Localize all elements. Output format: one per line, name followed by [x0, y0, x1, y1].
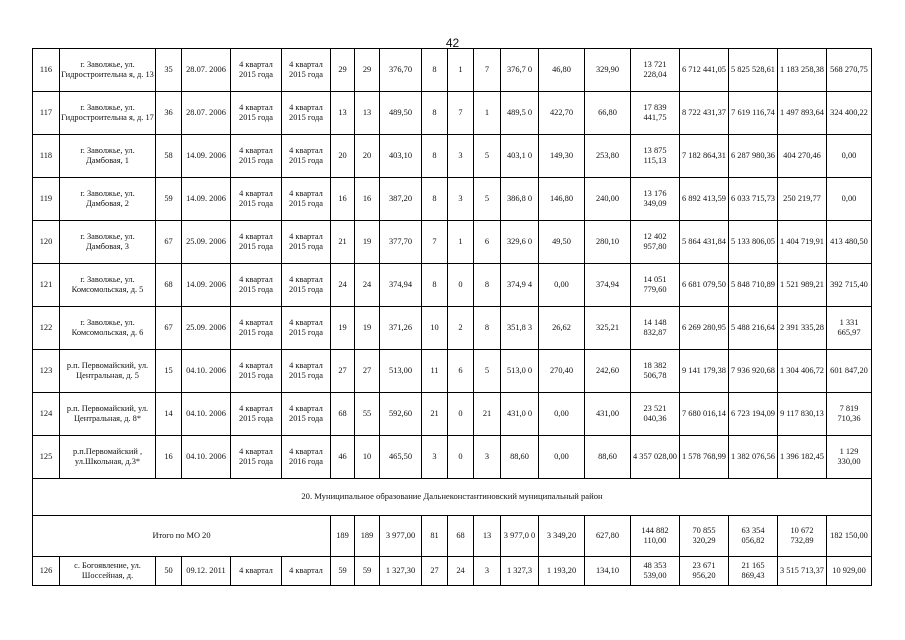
date-cell: 04.10. 2006 — [182, 393, 231, 436]
flats-municipal-cell: 5 — [474, 178, 501, 221]
area-municipal-cell: 280,10 — [585, 221, 631, 264]
flats-municipal-cell: 3 — [474, 557, 501, 586]
flats-total-cell: 8 — [422, 264, 448, 307]
people-total-cell: 46 — [331, 436, 355, 479]
address-cell: р.п. Первомайский, ул. Центральная, д. 5 — [60, 350, 156, 393]
area-cell: 387,20 — [380, 178, 422, 221]
flats-private-cell: 0 — [448, 264, 474, 307]
flats-private-cell: 1 — [448, 221, 474, 264]
flats-total-cell: 8 — [422, 92, 448, 135]
area-municipal-cell: 240,00 — [585, 178, 631, 221]
cost-region-cell: 5 848 710,89 — [729, 264, 778, 307]
table-row — [33, 436, 872, 479]
area-private-cell: 49,50 — [539, 221, 585, 264]
deadline-quarter-cell: 4 квартал 2015 года — [282, 350, 331, 393]
row-number: 118 — [33, 135, 60, 178]
flats-private-cell: 3 — [448, 178, 474, 221]
row-number: 125 — [33, 436, 60, 479]
date-cell: 09.12. 2011 — [182, 557, 231, 586]
code-cell: 16 — [156, 436, 182, 479]
table-row — [33, 178, 872, 221]
cost-extra-cell: 324 400,22 — [827, 92, 872, 135]
cost-total-cell: 4 357 028,00 — [631, 436, 680, 479]
area-municipal-cell: 431,00 — [585, 393, 631, 436]
area-municipal-cell: 242,60 — [585, 350, 631, 393]
deadline-quarter-cell: 4 квартал 2015 года — [282, 92, 331, 135]
row-number: 120 — [33, 221, 60, 264]
cost-region-cell: 6 723 194,09 — [729, 393, 778, 436]
table-row — [33, 307, 872, 350]
section-title: 20. Муниципальное образование Дальнеконстантиновский муниципальный район — [33, 479, 872, 516]
cost-extra-cell: 1 331 665,97 — [827, 307, 872, 350]
total-c2-cell: 189 — [331, 516, 355, 557]
cost-fund-cell: 6 269 280,95 — [680, 307, 729, 350]
flats-private-cell: 6 — [448, 350, 474, 393]
deadline-quarter-cell: 4 квартал — [282, 557, 331, 586]
cost-fund-cell: 7 182 864,31 — [680, 135, 729, 178]
cost-fund-cell: 23 671 956,20 — [680, 557, 729, 586]
date-cell: 25.09. 2006 — [182, 307, 231, 350]
area-cell: 489,50 — [380, 92, 422, 135]
total-a2-cell: 3 349,20 — [539, 516, 585, 557]
date-cell: 28.07. 2006 — [182, 49, 231, 92]
total-area-cell: 3 977,00 — [380, 516, 422, 557]
date-cell: 14.09. 2006 — [182, 178, 231, 221]
address-cell: г. Заволжье, ул. Комсомольская, д. 5 — [60, 264, 156, 307]
people-resettled-cell: 19 — [355, 221, 380, 264]
area-private-cell: 270,40 — [539, 350, 585, 393]
area-municipal-cell: 88,60 — [585, 436, 631, 479]
flats-municipal-cell: 5 — [474, 135, 501, 178]
flats-private-cell: 1 — [448, 49, 474, 92]
area-cell: 465,50 — [380, 436, 422, 479]
cost-extra-cell: 1 129 330,00 — [827, 436, 872, 479]
deadline-quarter-cell: 4 квартал 2015 года — [282, 178, 331, 221]
planned-quarter-cell: 4 квартал 2015 года — [231, 92, 282, 135]
address-cell: г. Заволжье, ул. Гидростроительна я, д. 17 — [60, 92, 156, 135]
address-cell: р.п. Первомайский, ул. Центральная, д. 8* — [60, 393, 156, 436]
area-private-cell: 0,00 — [539, 393, 585, 436]
people-resettled-cell: 27 — [355, 350, 380, 393]
section-header-row — [33, 479, 872, 516]
area-municipal-cell: 134,10 — [585, 557, 631, 586]
address-cell: г. Заволжье, ул. Дамбовая, 3 — [60, 221, 156, 264]
area-total-cell: 376,7 0 — [501, 49, 539, 92]
area-private-cell: 0,00 — [539, 436, 585, 479]
cost-region-cell: 7 936 920,68 — [729, 350, 778, 393]
cost-local-cell: 1 497 893,64 — [778, 92, 827, 135]
area-total-cell: 88,60 — [501, 436, 539, 479]
total-n2-cell: 68 — [448, 516, 474, 557]
people-total-cell: 21 — [331, 221, 355, 264]
cost-total-cell: 14 148 832,87 — [631, 307, 680, 350]
cost-region-cell: 1 382 076,56 — [729, 436, 778, 479]
area-cell: 376,70 — [380, 49, 422, 92]
row-number: 123 — [33, 350, 60, 393]
cost-local-cell: 9 117 830,13 — [778, 393, 827, 436]
cost-fund-cell: 6 712 441,05 — [680, 49, 729, 92]
date-cell: 28.07. 2006 — [182, 92, 231, 135]
people-resettled-cell: 20 — [355, 135, 380, 178]
area-private-cell: 149,30 — [539, 135, 585, 178]
cost-extra-cell: 392 715,40 — [827, 264, 872, 307]
area-total-cell: 374,9 4 — [501, 264, 539, 307]
cost-local-cell: 1 521 989,21 — [778, 264, 827, 307]
code-cell: 67 — [156, 221, 182, 264]
area-private-cell: 422,70 — [539, 92, 585, 135]
area-total-cell: 489,5 0 — [501, 92, 539, 135]
cost-region-cell: 5 133 806,05 — [729, 221, 778, 264]
flats-total-cell: 27 — [422, 557, 448, 586]
flats-total-cell: 8 — [422, 135, 448, 178]
cost-extra-cell: 0,00 — [827, 178, 872, 221]
deadline-quarter-cell: 4 квартал 2015 года — [282, 135, 331, 178]
area-cell: 592,60 — [380, 393, 422, 436]
flats-private-cell: 0 — [448, 393, 474, 436]
cost-total-cell: 23 521 040,36 — [631, 393, 680, 436]
total-n3-cell: 13 — [474, 516, 501, 557]
cost-fund-cell: 7 680 016,14 — [680, 393, 729, 436]
deadline-quarter-cell: 4 квартал 2015 года — [282, 307, 331, 350]
cost-local-cell: 1 183 258,38 — [778, 49, 827, 92]
flats-municipal-cell: 5 — [474, 350, 501, 393]
date-cell: 25.09. 2006 — [182, 221, 231, 264]
table-row — [33, 49, 872, 92]
flats-private-cell: 0 — [448, 436, 474, 479]
cost-region-cell: 5 825 528,61 — [729, 49, 778, 92]
people-resettled-cell: 24 — [355, 264, 380, 307]
code-cell: 59 — [156, 178, 182, 221]
flats-total-cell: 8 — [422, 178, 448, 221]
cost-extra-cell: 413 480,50 — [827, 221, 872, 264]
cost-fund-cell: 6 681 079,50 — [680, 264, 729, 307]
area-total-cell: 329,6 0 — [501, 221, 539, 264]
people-total-cell: 68 — [331, 393, 355, 436]
code-cell: 36 — [156, 92, 182, 135]
area-private-cell: 46,80 — [539, 49, 585, 92]
date-cell: 04.10. 2006 — [182, 350, 231, 393]
planned-quarter-cell: 4 квартал 2015 года — [231, 436, 282, 479]
area-municipal-cell: 66,80 — [585, 92, 631, 135]
address-cell: г. Заволжье, ул. Комсомольская, д. 6 — [60, 307, 156, 350]
flats-private-cell: 24 — [448, 557, 474, 586]
cost-total-cell: 13 875 115,13 — [631, 135, 680, 178]
code-cell: 50 — [156, 557, 182, 586]
people-total-cell: 29 — [331, 49, 355, 92]
cost-extra-cell: 568 270,75 — [827, 49, 872, 92]
cost-region-cell: 7 619 116,74 — [729, 92, 778, 135]
area-private-cell: 26,62 — [539, 307, 585, 350]
row-number: 116 — [33, 49, 60, 92]
row-number: 117 — [33, 92, 60, 135]
code-cell: 58 — [156, 135, 182, 178]
cost-total-cell: 13 176 349,09 — [631, 178, 680, 221]
cost-total-cell: 13 721 228,04 — [631, 49, 680, 92]
date-cell: 04.10. 2006 — [182, 436, 231, 479]
deadline-quarter-cell: 4 квартал 2015 года — [282, 393, 331, 436]
area-municipal-cell: 325,21 — [585, 307, 631, 350]
cost-local-cell: 250 219,77 — [778, 178, 827, 221]
cost-total-cell: 48 353 539,00 — [631, 557, 680, 586]
cost-region-cell: 21 165 869,43 — [729, 557, 778, 586]
total-a3-cell: 627,80 — [585, 516, 631, 557]
area-municipal-cell: 253,80 — [585, 135, 631, 178]
address-cell: г. Заволжье, ул. Гидростроительна я, д. 13 — [60, 49, 156, 92]
cost-fund-cell: 9 141 179,38 — [680, 350, 729, 393]
planned-quarter-cell: 4 квартал — [231, 557, 282, 586]
people-total-cell: 20 — [331, 135, 355, 178]
deadline-quarter-cell: 4 квартал 2015 года — [282, 264, 331, 307]
people-total-cell: 19 — [331, 307, 355, 350]
people-total-cell: 16 — [331, 178, 355, 221]
table-row — [33, 135, 872, 178]
code-cell: 35 — [156, 49, 182, 92]
area-cell: 377,70 — [380, 221, 422, 264]
address-cell: г. Заволжье, ул. Дамбовая, 1 — [60, 135, 156, 178]
planned-quarter-cell: 4 квартал 2015 года — [231, 49, 282, 92]
area-cell: 371,26 — [380, 307, 422, 350]
address-cell: р.п.Первомайский , ул.Школьная, д.3* — [60, 436, 156, 479]
cost-local-cell: 404 270,46 — [778, 135, 827, 178]
cost-fund-cell: 5 864 431,84 — [680, 221, 729, 264]
cost-extra-cell: 601 847,20 — [827, 350, 872, 393]
total-c3-cell: 189 — [355, 516, 380, 557]
cost-region-cell: 6 033 715,73 — [729, 178, 778, 221]
total-row — [33, 516, 872, 557]
flats-private-cell: 7 — [448, 92, 474, 135]
area-cell: 374,94 — [380, 264, 422, 307]
area-private-cell: 0,00 — [539, 264, 585, 307]
row-number: 122 — [33, 307, 60, 350]
deadline-quarter-cell: 4 квартал 2015 года — [282, 221, 331, 264]
table-row — [33, 350, 872, 393]
row-number: 126 — [33, 557, 60, 586]
housing-table — [32, 48, 872, 586]
cost-region-cell: 5 488 216,64 — [729, 307, 778, 350]
planned-quarter-cell: 4 квартал 2015 года — [231, 393, 282, 436]
address-cell: г. Заволжье, ул. Дамбовая, 2 — [60, 178, 156, 221]
flats-total-cell: 7 — [422, 221, 448, 264]
total-m3-cell: 63 354 056,82 — [729, 516, 778, 557]
total-m1-cell: 144 882 110,00 — [631, 516, 680, 557]
cost-total-cell: 17 839 441,75 — [631, 92, 680, 135]
cost-local-cell: 1 396 182,45 — [778, 436, 827, 479]
flats-private-cell: 2 — [448, 307, 474, 350]
people-resettled-cell: 55 — [355, 393, 380, 436]
code-cell: 14 — [156, 393, 182, 436]
flats-total-cell: 8 — [422, 49, 448, 92]
cost-fund-cell: 1 578 768,99 — [680, 436, 729, 479]
table-row — [33, 264, 872, 307]
people-total-cell: 24 — [331, 264, 355, 307]
deadline-quarter-cell: 4 квартал 2016 года — [282, 436, 331, 479]
flats-municipal-cell: 1 — [474, 92, 501, 135]
flats-private-cell: 3 — [448, 135, 474, 178]
planned-quarter-cell: 4 квартал 2015 года — [231, 135, 282, 178]
planned-quarter-cell: 4 квартал 2015 года — [231, 178, 282, 221]
table-row — [33, 393, 872, 436]
planned-quarter-cell: 4 квартал 2015 года — [231, 264, 282, 307]
table-row — [33, 221, 872, 264]
flats-total-cell: 3 — [422, 436, 448, 479]
area-total-cell: 351,8 3 — [501, 307, 539, 350]
area-cell: 513,00 — [380, 350, 422, 393]
code-cell: 15 — [156, 350, 182, 393]
flats-municipal-cell: 7 — [474, 49, 501, 92]
people-resettled-cell: 10 — [355, 436, 380, 479]
area-total-cell: 513,0 0 — [501, 350, 539, 393]
total-n1-cell: 81 — [422, 516, 448, 557]
flats-total-cell: 21 — [422, 393, 448, 436]
total-label: Итого по МО 20 — [33, 516, 331, 557]
cost-local-cell: 2 391 335,28 — [778, 307, 827, 350]
cost-total-cell: 18 382 506,78 — [631, 350, 680, 393]
area-total-cell: 431,0 0 — [501, 393, 539, 436]
row-number: 124 — [33, 393, 60, 436]
area-municipal-cell: 374,94 — [585, 264, 631, 307]
people-resettled-cell: 19 — [355, 307, 380, 350]
area-total-cell: 403,1 0 — [501, 135, 539, 178]
cost-total-cell: 12 402 957,80 — [631, 221, 680, 264]
people-resettled-cell: 29 — [355, 49, 380, 92]
cost-extra-cell: 0,00 — [827, 135, 872, 178]
total-a1-cell: 3 977,0 0 — [501, 516, 539, 557]
planned-quarter-cell: 4 квартал 2015 года — [231, 307, 282, 350]
area-total-cell: 1 327,3 — [501, 557, 539, 586]
area-cell: 403,10 — [380, 135, 422, 178]
area-municipal-cell: 329,90 — [585, 49, 631, 92]
code-cell: 67 — [156, 307, 182, 350]
cost-extra-cell: 10 929,00 — [827, 557, 872, 586]
cost-extra-cell: 7 819 710,36 — [827, 393, 872, 436]
people-total-cell: 13 — [331, 92, 355, 135]
table-row — [33, 92, 872, 135]
people-total-cell: 59 — [331, 557, 355, 586]
flats-municipal-cell: 8 — [474, 307, 501, 350]
page-number: 42 — [445, 36, 460, 50]
area-total-cell: 386,8 0 — [501, 178, 539, 221]
flats-total-cell: 10 — [422, 307, 448, 350]
cost-local-cell: 3 515 713,37 — [778, 557, 827, 586]
people-resettled-cell: 59 — [355, 557, 380, 586]
date-cell: 14.09. 2006 — [182, 264, 231, 307]
deadline-quarter-cell: 4 квартал 2015 года — [282, 49, 331, 92]
cost-fund-cell: 6 892 413,59 — [680, 178, 729, 221]
area-private-cell: 146,80 — [539, 178, 585, 221]
flats-municipal-cell: 3 — [474, 436, 501, 479]
flats-municipal-cell: 6 — [474, 221, 501, 264]
table-row — [33, 557, 872, 586]
flats-municipal-cell: 21 — [474, 393, 501, 436]
cost-local-cell: 1 304 406,72 — [778, 350, 827, 393]
total-m4-cell: 10 672 732,89 — [778, 516, 827, 557]
row-number: 119 — [33, 178, 60, 221]
people-total-cell: 27 — [331, 350, 355, 393]
planned-quarter-cell: 4 квартал 2015 года — [231, 221, 282, 264]
total-m2-cell: 70 855 320,29 — [680, 516, 729, 557]
cost-total-cell: 14 051 779,60 — [631, 264, 680, 307]
date-cell: 14.09. 2006 — [182, 135, 231, 178]
cost-region-cell: 6 287 980,36 — [729, 135, 778, 178]
total-m5-cell: 182 150,00 — [827, 516, 872, 557]
people-resettled-cell: 16 — [355, 178, 380, 221]
address-cell: с. Богоявление, ул. Шоссейная, д. — [60, 557, 156, 586]
area-private-cell: 1 193,20 — [539, 557, 585, 586]
area-cell: 1 327,30 — [380, 557, 422, 586]
planned-quarter-cell: 4 квартал 2015 года — [231, 350, 282, 393]
cost-local-cell: 1 404 719,91 — [778, 221, 827, 264]
code-cell: 68 — [156, 264, 182, 307]
people-resettled-cell: 13 — [355, 92, 380, 135]
cost-fund-cell: 8 722 431,37 — [680, 92, 729, 135]
row-number: 121 — [33, 264, 60, 307]
flats-municipal-cell: 8 — [474, 264, 501, 307]
flats-total-cell: 11 — [422, 350, 448, 393]
